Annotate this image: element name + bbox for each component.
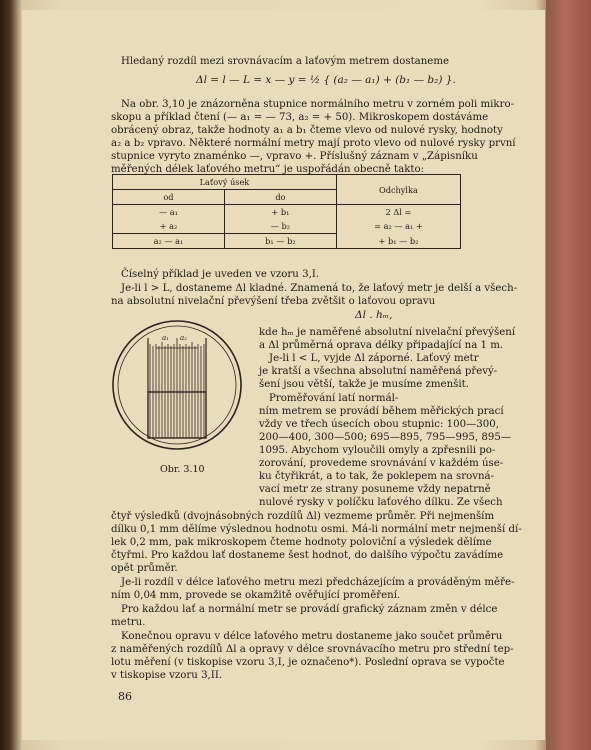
table-cell: + b₁ — b₂ xyxy=(336,234,460,249)
table-header-group: Laťový úsek xyxy=(113,175,337,190)
text-line: zorování, provedeme srovnávání v každém úse- xyxy=(259,458,504,469)
text-line: Je-li rozdíl v délce laťového metru mezi předcházejícím a prováděným měře- xyxy=(121,577,515,588)
table-header-do: do xyxy=(224,190,336,205)
scale-lines xyxy=(150,338,204,438)
table-cell: a₂ — a₁ xyxy=(113,234,225,249)
text-line: kde hₘ je naměřené absolutní nivelační převýšení xyxy=(259,327,516,338)
text-line: na absolutní nivelační převýšení třeba zvětšit o laťovou opravu xyxy=(111,296,436,307)
formula-correction: Δl . hₘ, xyxy=(355,309,393,321)
table-cell: — a₁ xyxy=(113,205,225,220)
page-number: 86 xyxy=(118,690,132,703)
formula-delta-l: Δl = l — L = x — y = ½ { (a₂ — a₁) + (b₁ — b₂) }. xyxy=(196,74,456,86)
text-line: Hledaný rozdíl mezi srovnávacím a laťovým metrem dostaneme xyxy=(121,56,450,67)
text-line: ním 0,04 mm, provede se okamžitě ověřující proměření. xyxy=(111,590,401,601)
text-line: Je-li l < L, vyjde Δl záporné. Laťový metr xyxy=(269,353,479,364)
text-line: vždy ve třech úsecích obou stupnic: 100—300, xyxy=(259,419,499,430)
text-line: z naměřených rozdílů Δl a opravy v délce srovnávacího metru pro střední tep- xyxy=(111,644,514,655)
microscope-field-figure xyxy=(110,318,244,452)
table-cell: = a₂ — a₁ + xyxy=(336,219,460,234)
text-line: ku čtyřikrát, a to tak, že poklepem na srovná- xyxy=(259,471,495,482)
text-line: v tiskopise vzoru 3,II. xyxy=(111,670,223,681)
label-a2: a₂ xyxy=(180,334,187,342)
text-line: Je-li l > L, dostaneme Δl kladné. Znamená to, že laťový metr je delší a všech- xyxy=(121,283,518,294)
text-line: Číselný příklad je uveden ve vzoru 3,I. xyxy=(121,269,320,280)
text-line: vací metr ze strany posuneme vždy nepatrně xyxy=(259,484,491,495)
text-line: skopu a příklad čtení (— a₁ = — 73, a₂ = + 50). Mikroskopem dostáváme xyxy=(111,112,489,123)
text-line: nulové rysky v políčku laťového dílku. Ze všech xyxy=(259,497,503,508)
text-line: lek 0,2 mm, pak mikroskopem čteme hodnoty poloviční a výsledek dělíme xyxy=(111,537,492,548)
text-line: šení jsou větší, takže je musíme zmenšit. xyxy=(259,379,469,390)
book-binding xyxy=(546,0,591,750)
text-line: čtyř výsledků (dvojnásobných rozdílů Δl) vezmeme průměr. Při nejmenším xyxy=(111,511,495,522)
text-line: 200—400, 300—500; 695—895, 795—995, 895— xyxy=(259,432,512,443)
text-line: a₂ a b₂ vpravo. Některé normální metry mají proto vlevo od nulové rysky první xyxy=(111,138,516,149)
text-line: Proměřování latí normál- xyxy=(269,393,399,404)
text-line: měřených délek laťového metru“ je uspořádán obecně takto: xyxy=(111,164,425,175)
record-table xyxy=(112,174,461,249)
text-line: obrácený obraz, takže hodnoty a₁ a b₁ čteme vlevo od nulové rysky, hodnoty xyxy=(111,125,503,136)
table-header-odchylka: Odchylka xyxy=(336,175,460,205)
text-line: a Δl průměrná oprava délky připadající na 1 m. xyxy=(259,340,504,351)
text-line: opět průměr. xyxy=(111,563,178,574)
text-line: dílku 0,1 mm dělíme výslednou hodnotu osmi. Má-li normální metr nejmenší dí- xyxy=(111,524,522,535)
table-cell: — b₂ xyxy=(224,219,336,234)
text-line: ním metrem se provádí během měřických prací xyxy=(259,406,504,417)
table-cell: 2 Δl = xyxy=(336,205,460,220)
text-line: je kratší a všechna absolutní naměřená převý- xyxy=(259,366,498,377)
text-line: Pro každou lať a normální metr se provádí grafický záznam změn v délce xyxy=(121,604,498,615)
table-cell: + b₁ xyxy=(224,205,336,220)
text-line: lotu měření (v tiskopise vzoru 3,I, je označeno*). Poslední oprava se vypočte xyxy=(111,657,505,668)
table-header-od: od xyxy=(113,190,225,205)
text-line: stupnice vyryto znaménko —, vpravo +. Příslušný záznam v „Zápisníku xyxy=(111,151,478,162)
label-a1: a₁ xyxy=(162,334,169,342)
figure-caption: Obr. 3.10 xyxy=(160,464,205,475)
text-line: Na obr. 3,10 je znázorněna stupnice normálního metru v zorném poli mikro- xyxy=(121,99,515,110)
text-line: metru. xyxy=(111,617,146,628)
text-line: 1095. Abychom vyloučili omyly a zpřesnili po- xyxy=(259,445,496,456)
text-line: čtyřmi. Pro každou lať dostaneme šest hodnot, do dalšího výpočtu zavádíme xyxy=(111,550,504,561)
text-line: Konečnou opravu v délce laťového metru dostaneme jako součet průměru xyxy=(121,631,503,642)
table-cell: + a₂ xyxy=(113,219,225,234)
table-cell: b₁ — b₂ xyxy=(224,234,336,249)
